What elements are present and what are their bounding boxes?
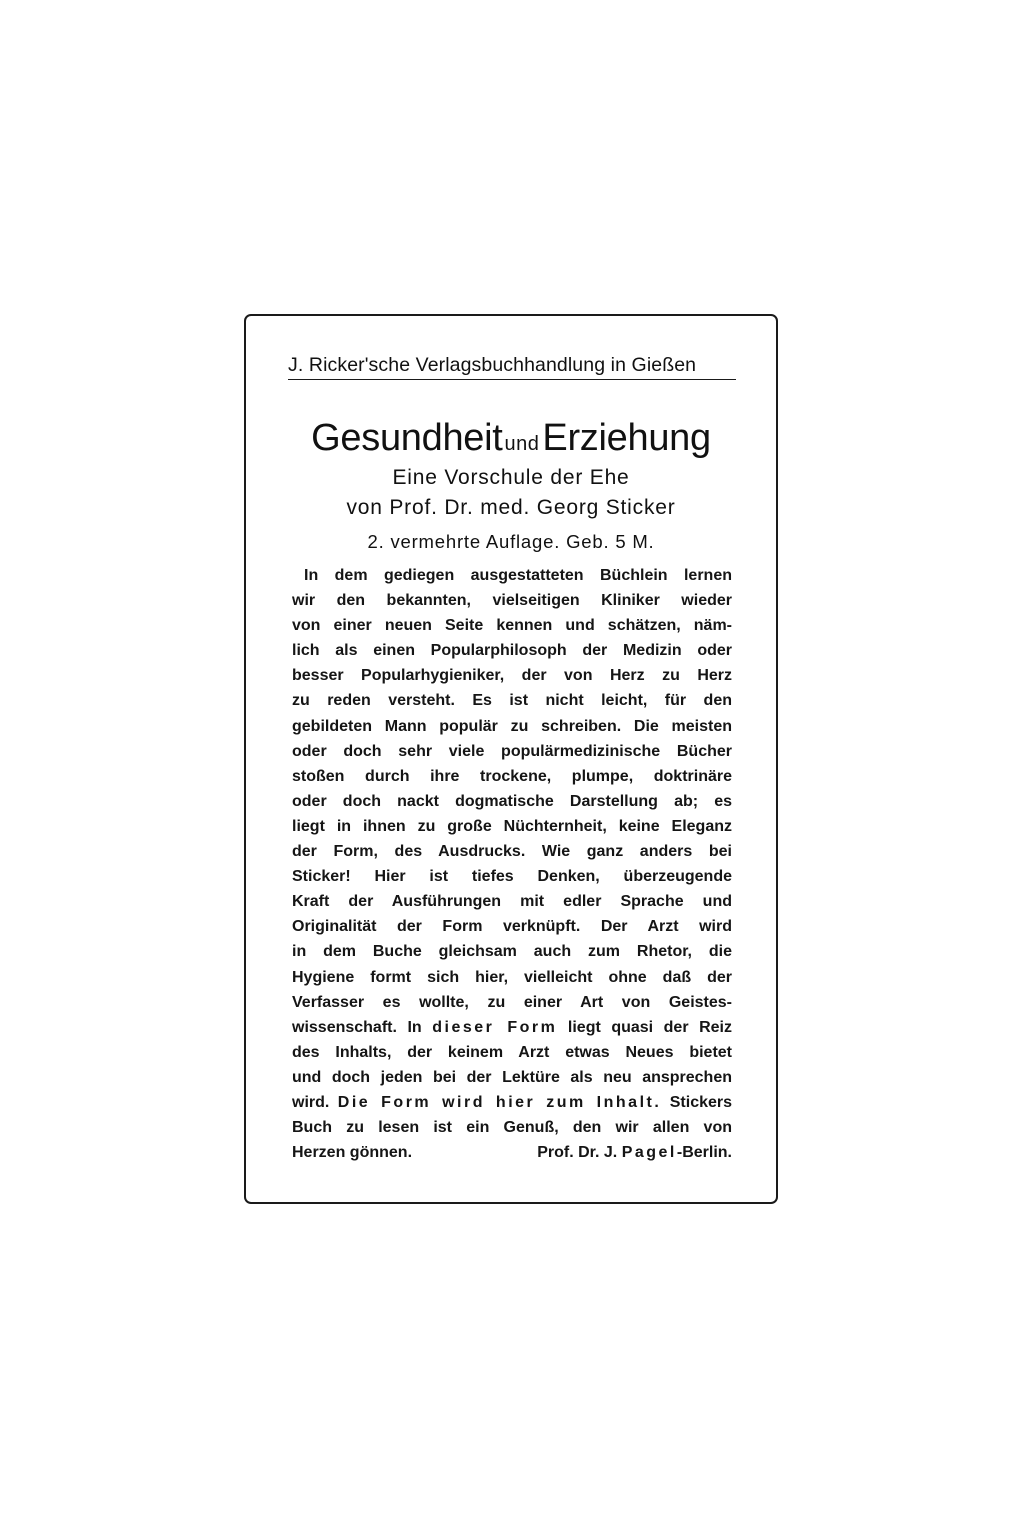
review-line: lich als einen Popularphilosoph der Medizin oder: [292, 642, 732, 660]
review-line: wir den bekannten, vielseitigen Kliniker wieder: [292, 592, 732, 610]
review-line: oder doch nackt dogmatische Darstellung ab; es: [292, 792, 732, 810]
review-signature-line: [292, 1140, 732, 1165]
review-line: der Form, des Ausdrucks. Wie ganz anders bei: [292, 843, 732, 861]
review-text-fragment: liegt quasi der Reiz: [557, 1018, 732, 1036]
review-line-emphasis: [292, 1090, 732, 1115]
review-line: besser Popularhygieniker, der von Herz zu Herz: [292, 667, 732, 685]
book-subtitle: Eine Vorschule der Ehe: [392, 466, 630, 489]
edition-price: 2. vermehrte Auflage. Geb. 5 M.: [367, 531, 655, 552]
review-line: Buch zu lesen ist ein Genuß, den wir allen von: [292, 1119, 732, 1137]
reviewer-surname: Pagel: [621, 1144, 677, 1162]
review-line: Sticker! Hier ist tiefes Denken, überzeugende: [292, 868, 732, 886]
review-closing: Herzen gönnen.: [292, 1144, 413, 1162]
review-line: von einer neuen Seite kennen und schätzen, näm-: [292, 617, 732, 635]
review-line: Kraft der Ausführungen mit edler Sprache und: [292, 893, 732, 911]
review-line: gebildeten Mann populär zu schreiben. Die meisten: [292, 717, 732, 735]
reviewer-prefix: Prof. Dr. J.: [537, 1144, 622, 1162]
reviewer-name: [537, 1140, 732, 1165]
review-line: und doch jeden bei der Lektüre als neu ansprechen: [292, 1068, 732, 1086]
title-connector: und: [504, 433, 540, 455]
review-line: liegt in ihnen zu große Nüchternheit, keine Eleganz: [292, 817, 732, 835]
title-part-1: Gesundheit: [311, 417, 503, 459]
review-line-emphasis: [292, 1015, 732, 1040]
reviewer-city: -Berlin.: [676, 1144, 732, 1162]
book-author: von Prof. Dr. med. Georg Sticker: [346, 496, 676, 519]
review-line: Hygiene formt sich hier, vielleicht ohne daß der: [292, 968, 732, 986]
spaced-emphasis: Die Form wird hier zum Inhalt.: [337, 1093, 662, 1111]
review-text-fragment: Stickers: [661, 1093, 733, 1111]
review-line: In dem gediegen ausgestatteten Büchlein lernen: [304, 567, 732, 584]
review-line: zu reden versteht. Es ist nicht leicht, für den: [292, 692, 732, 710]
review-text: [292, 563, 732, 1165]
review-line: Verfasser es wollte, zu einer Art von Geistes-: [292, 993, 732, 1011]
review-line: oder doch sehr viele populärmedizinische Bücher: [292, 742, 732, 760]
review-text-fragment: wissenschaft. In: [292, 1018, 433, 1036]
book-title: [246, 416, 776, 466]
title-part-2: Erziehung: [542, 417, 711, 459]
review-line: Originalität der Form verknüpft. Der Arzt wird: [292, 918, 732, 936]
advertisement-box: [244, 314, 778, 1204]
publisher-heading: J. Ricker'sche Verlagsbuchhandlung in Gießen: [288, 354, 736, 380]
spaced-emphasis: dieser Form: [432, 1018, 558, 1036]
review-line: stoßen durch ihre trockene, plumpe, doktrinäre: [292, 767, 732, 785]
review-line: des Inhalts, der keinem Arzt etwas Neues bietet: [292, 1043, 732, 1061]
review-text-fragment: wird.: [292, 1093, 338, 1111]
review-line: in dem Buche gleichsam auch zum Rhetor, die: [292, 943, 732, 961]
